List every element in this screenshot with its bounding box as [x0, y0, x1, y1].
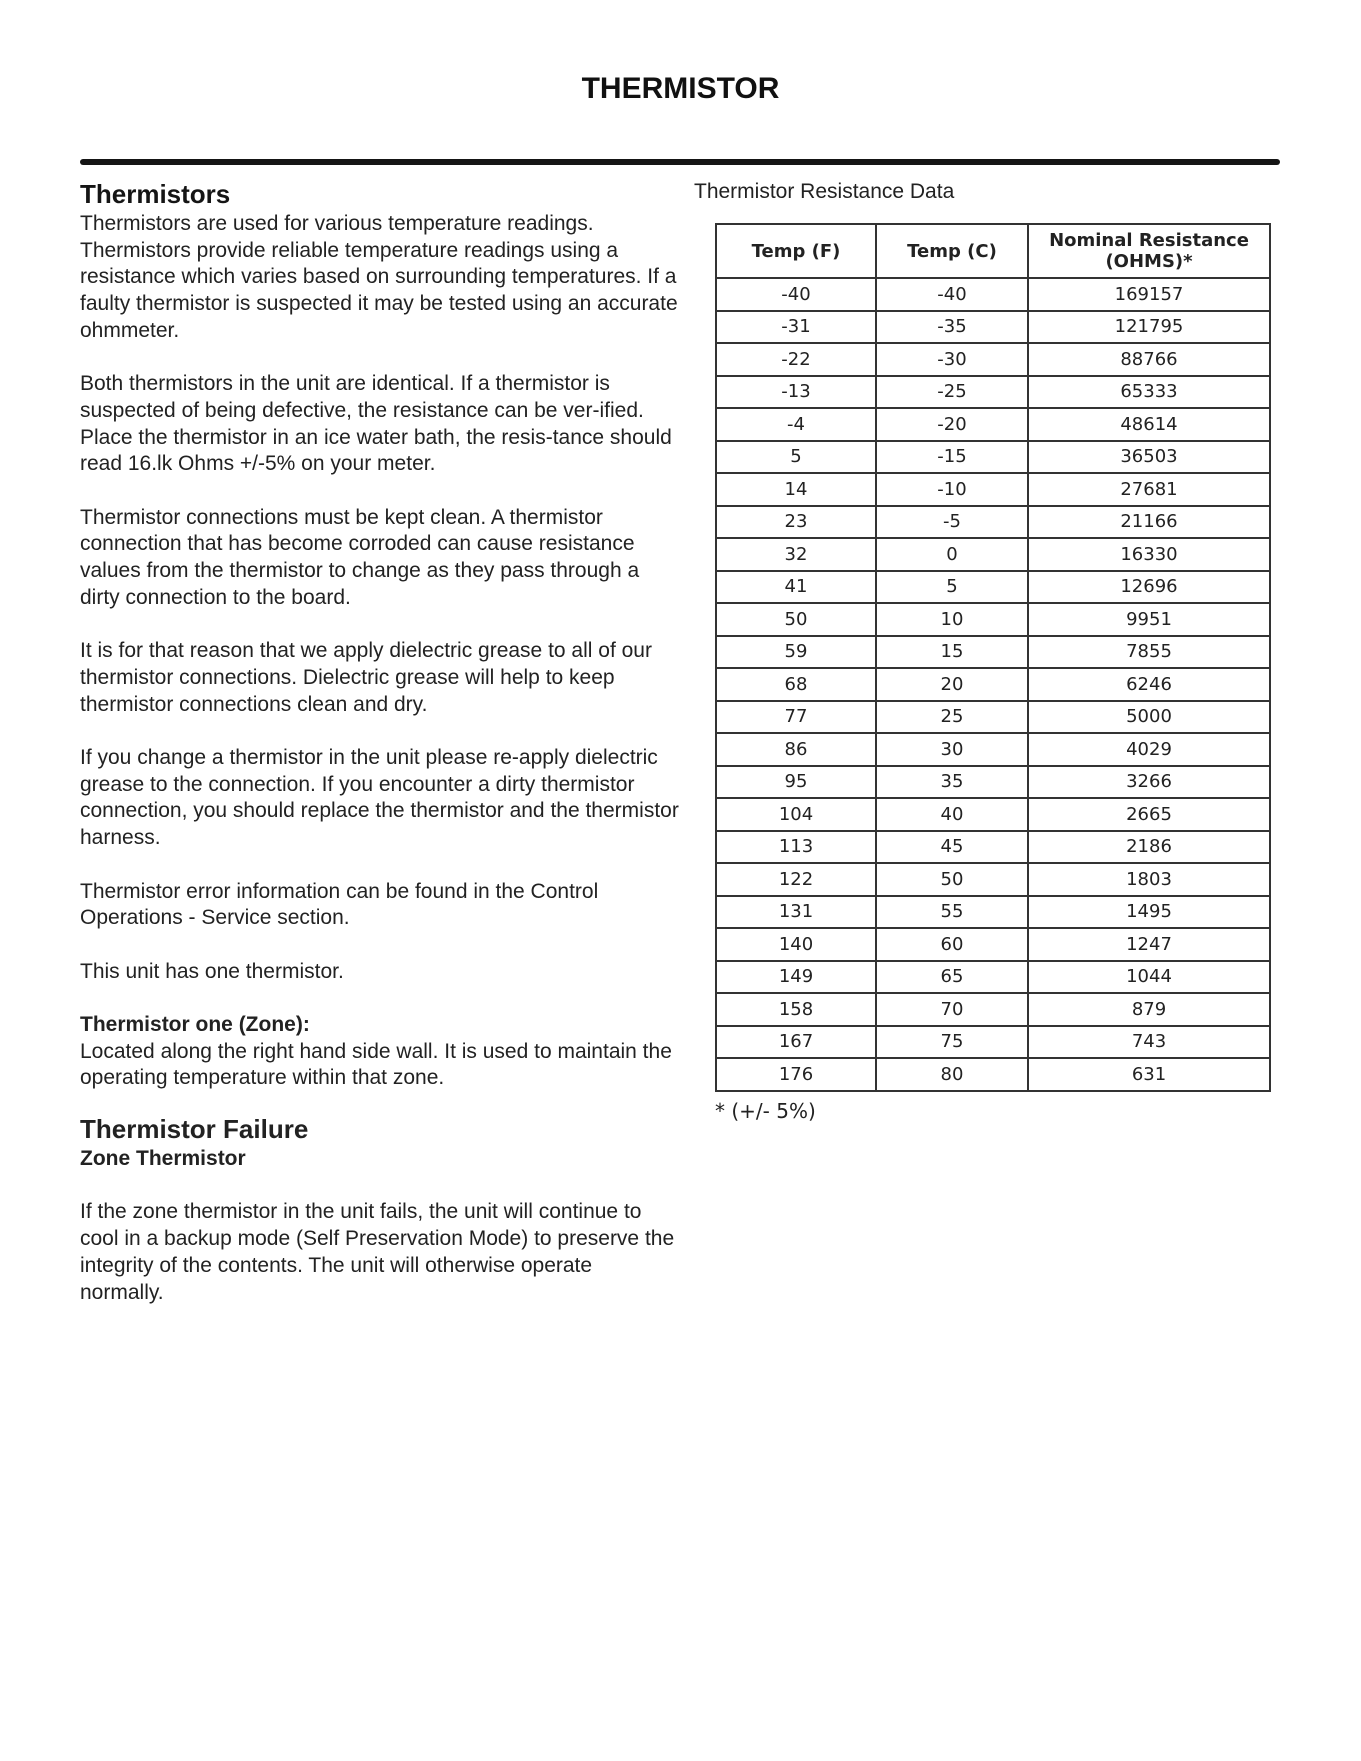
header-temp-c: Temp (C) [876, 224, 1028, 278]
cell-resistance: 2665 [1028, 798, 1270, 831]
cell-resistance: 1495 [1028, 896, 1270, 929]
table-row [716, 896, 1270, 929]
table-row [716, 311, 1270, 344]
cell-temp-c: 10 [876, 603, 1028, 636]
thermistors-heading: Thermistors [80, 179, 231, 209]
cell-temp-f: 68 [716, 668, 876, 701]
cell-temp-f: 158 [716, 993, 876, 1026]
cell-temp-c: -10 [876, 473, 1028, 506]
zone-label: Thermistor one (Zone): [80, 1012, 310, 1036]
header-resistance: Nominal Resistance (OHMS)* [1028, 224, 1270, 278]
one-thermistor-paragraph: This unit has one thermistor. [80, 959, 344, 983]
table-row [716, 733, 1270, 766]
cell-temp-c: -15 [876, 441, 1028, 474]
cell-temp-f: 41 [716, 571, 876, 604]
cell-resistance: 1247 [1028, 928, 1270, 961]
error-info-paragraph: Thermistor error information can be found in the Control Operations - Service section. [80, 879, 599, 930]
failure-heading: Thermistor Failure [80, 1114, 309, 1145]
table-row [716, 668, 1270, 701]
cell-temp-c: 70 [876, 993, 1028, 1026]
cell-temp-f: 5 [716, 441, 876, 474]
cell-temp-f: 32 [716, 538, 876, 571]
table-row [716, 1026, 1270, 1059]
cell-temp-f: -13 [716, 376, 876, 409]
cell-temp-f: 113 [716, 831, 876, 864]
cell-temp-c: 65 [876, 961, 1028, 994]
cell-resistance: 9951 [1028, 603, 1270, 636]
cell-temp-c: -40 [876, 278, 1028, 311]
cell-temp-f: -31 [716, 311, 876, 344]
cell-temp-f: 140 [716, 928, 876, 961]
grease-paragraph: It is for that reason that we apply dielectric grease to all of our thermistor connections. Dielectric grease will help to keep thermistor connections clean and dry. [80, 639, 652, 716]
cell-temp-c: 60 [876, 928, 1028, 961]
cell-temp-f: -40 [716, 278, 876, 311]
cell-temp-c: 5 [876, 571, 1028, 604]
cell-temp-f: 50 [716, 603, 876, 636]
cell-temp-f: 23 [716, 506, 876, 539]
cell-temp-f: 14 [716, 473, 876, 506]
table-row [716, 701, 1270, 734]
cell-resistance: 21166 [1028, 506, 1270, 539]
cell-resistance: 3266 [1028, 766, 1270, 799]
cell-resistance: 16330 [1028, 538, 1270, 571]
cell-resistance: 2186 [1028, 831, 1270, 864]
cell-resistance: 88766 [1028, 343, 1270, 376]
table-row [716, 603, 1270, 636]
header-divider [80, 159, 1280, 165]
table-row [716, 376, 1270, 409]
cell-temp-c: -5 [876, 506, 1028, 539]
page-title: THERMISTOR [581, 72, 780, 105]
header-temp-f: Temp (F) [716, 224, 876, 278]
cell-temp-f: -22 [716, 343, 876, 376]
table-row [716, 538, 1270, 571]
cell-resistance: 27681 [1028, 473, 1270, 506]
cell-temp-f: 104 [716, 798, 876, 831]
cell-resistance: 65333 [1028, 376, 1270, 409]
table-row [716, 408, 1270, 441]
cell-resistance: 5000 [1028, 701, 1270, 734]
cell-temp-f: 86 [716, 733, 876, 766]
cell-temp-c: -25 [876, 376, 1028, 409]
table-row [716, 961, 1270, 994]
intro-paragraph: Thermistors are used for various temperature readings. Thermistors provide reliable temperature readings using a resistance which varies based on surrounding temperatures. If a faulty thermistor is suspected it may be tested using an accurate ohmmeter. [80, 212, 678, 342]
cell-temp-f: 149 [716, 961, 876, 994]
table-footnote: * (+/- 5%) [715, 1099, 816, 1123]
cell-temp-f: 59 [716, 636, 876, 669]
table-row [716, 766, 1270, 799]
table-row [716, 343, 1270, 376]
table-row [716, 473, 1270, 506]
cell-resistance: 631 [1028, 1058, 1270, 1091]
failure-paragraph: If the zone thermistor in the unit fails, the unit will continue to cool in a backup mode (Self Preservation Mode) to preserve the integrity of the contents. The unit will otherwise operate normally. [80, 1200, 675, 1304]
table-row [716, 1058, 1270, 1091]
cell-resistance: 1044 [1028, 961, 1270, 994]
left-column [80, 177, 680, 1306]
cell-temp-c: -20 [876, 408, 1028, 441]
cell-temp-f: 95 [716, 766, 876, 799]
table-header-row [716, 224, 1270, 278]
table-caption: Thermistor Resistance Data [694, 180, 955, 203]
cell-temp-f: 167 [716, 1026, 876, 1059]
cell-temp-c: 80 [876, 1058, 1028, 1091]
cell-temp-c: 75 [876, 1026, 1028, 1059]
cell-temp-c: 30 [876, 733, 1028, 766]
cell-temp-c: 50 [876, 863, 1028, 896]
cell-resistance: 4029 [1028, 733, 1270, 766]
cell-temp-c: 45 [876, 831, 1028, 864]
cell-resistance: 743 [1028, 1026, 1270, 1059]
table-row [716, 636, 1270, 669]
cell-temp-c: 20 [876, 668, 1028, 701]
cell-resistance: 6246 [1028, 668, 1270, 701]
cell-resistance: 7855 [1028, 636, 1270, 669]
cell-temp-f: -4 [716, 408, 876, 441]
table-row [716, 798, 1270, 831]
table-row [716, 993, 1270, 1026]
table-row [716, 278, 1270, 311]
cell-resistance: 121795 [1028, 311, 1270, 344]
cell-temp-f: 176 [716, 1058, 876, 1091]
cell-temp-f: 131 [716, 896, 876, 929]
table-row [716, 863, 1270, 896]
table-row [716, 441, 1270, 474]
cell-temp-c: 15 [876, 636, 1028, 669]
table-body [716, 278, 1270, 1091]
table-row [716, 928, 1270, 961]
cell-temp-c: 0 [876, 538, 1028, 571]
connections-paragraph: Thermistor connections must be kept clean. A thermistor connection that has become corroded can cause resistance values from the thermistor to change as they pass through a dirty connection to the board. [80, 505, 640, 609]
table-row [716, 571, 1270, 604]
right-column [694, 177, 1274, 1123]
cell-temp-c: 25 [876, 701, 1028, 734]
zone-thermistor-subheading: Zone Thermistor [80, 1147, 246, 1171]
cell-temp-f: 122 [716, 863, 876, 896]
resistance-table [715, 223, 1271, 1092]
table-row [716, 831, 1270, 864]
cell-temp-c: 55 [876, 896, 1028, 929]
cell-resistance: 36503 [1028, 441, 1270, 474]
cell-resistance: 1803 [1028, 863, 1270, 896]
zone-description: Located along the right hand side wall. It is used to maintain the operating temperature within that zone. [80, 1039, 672, 1090]
table-row [716, 506, 1270, 539]
cell-resistance: 48614 [1028, 408, 1270, 441]
ice-bath-paragraph: Both thermistors in the unit are identical. If a thermistor is suspected of being defective, the resistance can be ver-ified. Place the thermistor in an ice water bath, the resis-tance should read 16.lk Ohms +/-5% on your meter. [80, 372, 672, 476]
replace-paragraph: If you change a thermistor in the unit please re-apply dielectric grease to the connection. If you encounter a dirty thermistor connection, you should replace the thermistor and the thermistor harness. [80, 746, 679, 850]
cell-resistance: 169157 [1028, 278, 1270, 311]
cell-temp-c: 40 [876, 798, 1028, 831]
cell-resistance: 12696 [1028, 571, 1270, 604]
cell-temp-c: -35 [876, 311, 1028, 344]
cell-resistance: 879 [1028, 993, 1270, 1026]
cell-temp-c: 35 [876, 766, 1028, 799]
cell-temp-c: -30 [876, 343, 1028, 376]
cell-temp-f: 77 [716, 701, 876, 734]
